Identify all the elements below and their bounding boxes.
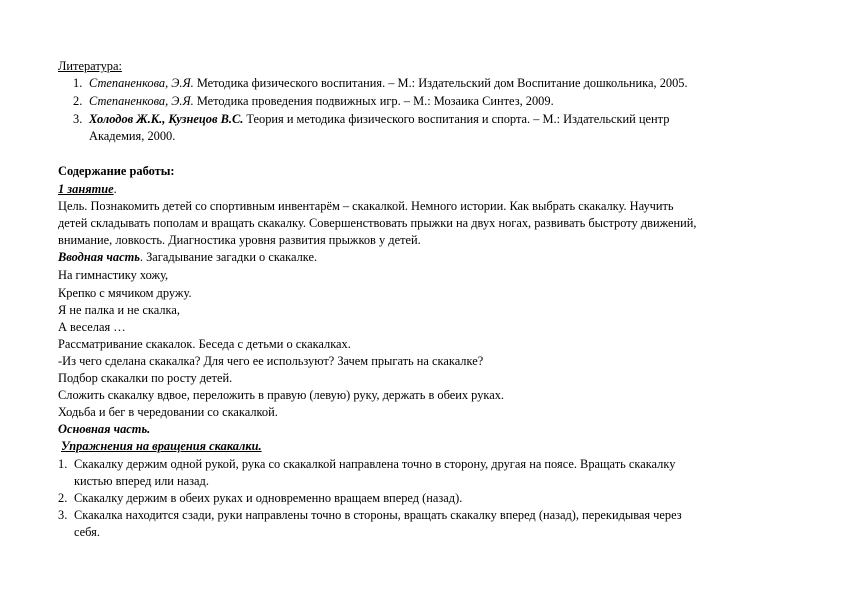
lesson-label: 1 занятие bbox=[58, 182, 114, 196]
author-name: Холодов Ж.К., Кузнецов В.С. bbox=[89, 112, 244, 126]
riddle-line: Крепко с мячиком дружу. bbox=[58, 286, 192, 300]
riddle-line: На гимнастику хожу, bbox=[58, 268, 169, 282]
literature-heading: Литература: bbox=[58, 59, 122, 73]
list-number: 2. bbox=[73, 94, 83, 108]
intro-label: Вводная часть bbox=[58, 250, 140, 264]
exercise-continuation: себя. bbox=[74, 525, 100, 539]
intro-text: . Загадывание загадки о скакалке. bbox=[139, 250, 318, 264]
reference-text: Теория и методика физического воспитания и спорта. – М.: Издательский центр bbox=[243, 112, 670, 126]
exercise-text: Скакалку держим одной рукой, рука со скакалкой направлена точно в сторону, другая на поясе. Вращать скакалку bbox=[74, 457, 676, 471]
literature-item bbox=[73, 93, 554, 109]
body-line: -Из чего сделана скакалка? Для чего ее используют? Зачем прыгать на скакалке? bbox=[58, 354, 484, 368]
riddle-line: Я не палка и не скалка, bbox=[58, 303, 180, 317]
exercise-item bbox=[58, 490, 462, 506]
exercise-text: Скакалку держим в обеих руках и одновременно вращаем вперед (назад). bbox=[74, 491, 463, 505]
lesson-dot: . bbox=[113, 182, 117, 196]
riddle-line: А веселая … bbox=[58, 320, 126, 334]
body-line: Ходьба и бег в чередовании со скакалкой. bbox=[58, 405, 278, 419]
exercise-item bbox=[58, 456, 675, 472]
lesson-title bbox=[58, 181, 117, 197]
exercise-item bbox=[58, 507, 682, 523]
intro-line bbox=[58, 249, 317, 265]
exercises-heading: Упражнения на вращения скакалки. bbox=[61, 439, 262, 453]
author-name: Степаненкова, Э.Я. bbox=[89, 76, 194, 90]
goal-line: Цель. Познакомить детей со спортивным инвентарём – скакалкой. Немного истории. Как выбрать скакалку. Научить bbox=[58, 199, 674, 213]
reference-text: Методика проведения подвижных игр. – М.: Мозаика Синтез, 2009. bbox=[193, 94, 554, 108]
goal-line: внимание, ловкость. Диагностика уровня развития прыжков у детей. bbox=[58, 233, 421, 247]
content-heading: Содержание работы: bbox=[58, 164, 175, 178]
body-line: Сложить скакалку вдвое, переложить в правую (левую) руку, держать в обеих руках. bbox=[58, 388, 505, 402]
exercise-text: Скакалка находится сзади, руки направлены точно в стороны, вращать скакалку вперед (назад), перекидывая через bbox=[74, 508, 682, 522]
reference-text: Методика физического воспитания. – М.: Издательский дом Воспитание дошкольника, 2005. bbox=[193, 76, 688, 90]
list-number: 2. bbox=[58, 491, 68, 505]
goal-line: детей складывать пополам и вращать скакалку. Совершенствовать прыжки на двух ногах, развивать быстроту движений, bbox=[58, 216, 697, 230]
literature-item bbox=[73, 111, 669, 127]
list-number: 3. bbox=[73, 112, 83, 126]
body-line: Рассматривание скакалок. Беседа с детьми о скакалках. bbox=[58, 337, 351, 351]
body-line: Подбор скакалки по росту детей. bbox=[58, 371, 233, 385]
reference-continuation: Академия, 2000. bbox=[89, 129, 176, 143]
list-number: 3. bbox=[58, 508, 68, 522]
literature-item bbox=[73, 75, 688, 91]
list-number: 1. bbox=[73, 76, 83, 90]
main-part-heading: Основная часть. bbox=[58, 422, 151, 436]
list-number: 1. bbox=[58, 457, 68, 471]
exercise-continuation: кистью вперед или назад. bbox=[74, 474, 209, 488]
author-name: Степаненкова, Э.Я. bbox=[89, 94, 194, 108]
